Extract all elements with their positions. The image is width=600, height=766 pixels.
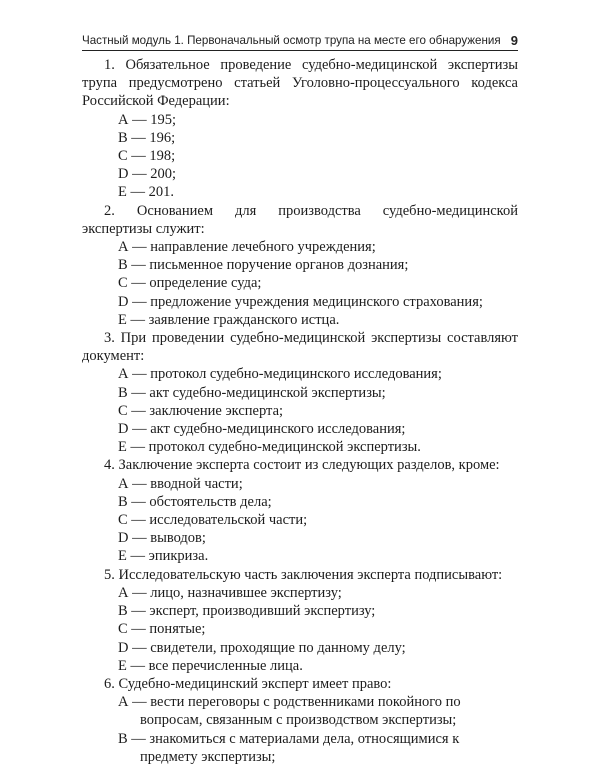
question-text xyxy=(82,675,518,693)
question-block xyxy=(82,456,518,565)
option-letter: D xyxy=(118,639,129,656)
answer-option: С — 198; xyxy=(118,148,176,165)
answer-option: В — акт судебно-медицинской экспертизы; xyxy=(118,384,386,401)
question-text xyxy=(82,56,518,111)
answer-option: Е — 201. xyxy=(118,184,174,201)
option-text: вводной части; xyxy=(150,475,243,492)
option-letter: В xyxy=(118,730,128,747)
answer-option: В — письменное поручение органов дознания; xyxy=(118,257,409,274)
answer-option: А — вводной части; xyxy=(118,475,243,492)
option-text: протокол судебно-медицинской экспертизы. xyxy=(148,439,421,456)
answer-option: А — лицо, назначившее экспертизу; xyxy=(118,584,342,601)
option-text: 200; xyxy=(150,166,177,183)
answer-option: D — свидетели, проходящие по данному делу; xyxy=(118,639,406,656)
option-text: понятые; xyxy=(149,621,206,638)
answer-options xyxy=(82,475,518,566)
option-letter: Е xyxy=(118,184,127,201)
question-text xyxy=(82,202,518,238)
option-letter: С xyxy=(118,275,128,292)
answer-option: Е — все перечисленные лица. xyxy=(118,657,303,674)
question-body: Судебно-медицинский эксперт имеет право: xyxy=(118,675,392,692)
option-text: направление лечебного учреждения; xyxy=(150,239,376,256)
option-text: лицо, назначившее экспертизу; xyxy=(150,584,342,601)
question-number: 1. xyxy=(104,57,115,73)
answer-option: Е — эпикриза. xyxy=(118,548,209,565)
answer-option: В — эксперт, производивший экспертизу; xyxy=(118,603,376,620)
option-letter: А xyxy=(118,366,129,383)
question-text xyxy=(82,329,518,365)
answer-option: С — понятые; xyxy=(118,621,206,638)
option-letter: А xyxy=(118,475,129,492)
option-letter: D xyxy=(118,293,129,310)
answer-option: D — 200; xyxy=(118,166,177,183)
question-block xyxy=(82,56,518,202)
question-number: 6. xyxy=(104,675,115,692)
question-text xyxy=(82,566,518,584)
option-letter: С xyxy=(118,402,128,419)
answer-option: В — 196; xyxy=(118,129,176,146)
option-letter: D xyxy=(118,166,129,183)
question-body: При проведении судебно-медицинской экспертизы составляют документ: xyxy=(82,330,518,365)
option-letter: В xyxy=(118,257,128,274)
answer-option: D — акт судебно-медицинского исследования; xyxy=(118,421,406,438)
option-letter: Е xyxy=(118,311,127,328)
answer-option: А — вести переговоры с родственниками покойного по вопросам, связанным с производством экспертизы; xyxy=(118,694,461,729)
option-text: заявление гражданского истца. xyxy=(148,311,340,328)
question-body: Исследовательскую часть заключения эксперта подписывают: xyxy=(118,566,503,583)
question-text xyxy=(82,456,518,474)
question-number: 4. xyxy=(104,457,115,474)
option-text: 196; xyxy=(149,129,176,146)
answer-option: А — 195; xyxy=(118,111,177,128)
answer-options xyxy=(82,238,518,329)
answer-option: В — обстоятельств дела; xyxy=(118,493,272,510)
option-text: обстоятельств дела; xyxy=(149,493,272,510)
option-text: 198; xyxy=(149,148,176,165)
option-letter: Е xyxy=(118,439,127,456)
option-letter: С xyxy=(118,148,128,165)
option-letter: А xyxy=(118,694,129,711)
answer-option: Е — протокол судебно-медицинской экспертизы. xyxy=(118,439,421,456)
option-text: исследовательской части; xyxy=(149,512,308,529)
option-letter: Е xyxy=(118,548,127,565)
option-letter: В xyxy=(118,493,128,510)
option-text: 201. xyxy=(148,184,174,201)
option-letter: В xyxy=(118,384,128,401)
option-text: свидетели, проходящие по данному делу; xyxy=(150,639,406,656)
question-block xyxy=(82,202,518,329)
answer-option: С — определение суда; xyxy=(118,275,262,292)
answer-option: D — выводов; xyxy=(118,530,206,547)
question-block xyxy=(82,675,518,766)
answer-option: Е — заявление гражданского истца. xyxy=(118,311,340,328)
option-letter: В xyxy=(118,603,128,620)
option-text: заключение эксперта; xyxy=(149,402,284,419)
option-text: эпикриза. xyxy=(148,548,209,565)
option-letter: D xyxy=(118,530,129,547)
running-header xyxy=(82,30,518,51)
page-number: 9 xyxy=(510,33,518,48)
option-text: все перечисленные лица. xyxy=(148,657,303,674)
answer-option: А — протокол судебно-медицинского исследования; xyxy=(118,366,442,383)
running-title: Частный модуль 1. Первоначальный осмотр трупа на месте его обнаружения xyxy=(82,34,501,47)
option-text: предложение учреждения медицинского страхования; xyxy=(150,293,483,310)
answer-option: С — заключение эксперта; xyxy=(118,402,284,419)
option-letter: Е xyxy=(118,657,127,674)
option-text: определение суда; xyxy=(149,275,262,292)
option-text: протокол судебно-медицинского исследования; xyxy=(150,366,442,383)
answer-option: С — исследовательской части; xyxy=(118,512,308,529)
option-letter: В xyxy=(118,129,128,146)
option-letter: С xyxy=(118,512,128,529)
option-text: акт судебно-медицинской экспертизы; xyxy=(149,384,386,401)
question-block xyxy=(82,566,518,675)
answer-options xyxy=(82,111,518,202)
question-number: 3. xyxy=(104,330,115,347)
option-text: 195; xyxy=(150,111,177,128)
answer-option: В — знакомиться с материалами дела, относящимися к предмету экспертизы; xyxy=(118,730,460,765)
option-letter: А xyxy=(118,239,129,256)
question-body: Обязательное проведение судебно-медицинской экспертизы трупа предусмотрено статьей Уголовно-процессуального кодекса Российской Федерации: xyxy=(82,57,519,110)
question-number: 5. xyxy=(104,566,115,583)
option-letter: А xyxy=(118,111,129,128)
option-text: эксперт, производивший экспертизу; xyxy=(149,603,376,620)
answer-options xyxy=(82,584,518,675)
option-text: акт судебно-медицинского исследования; xyxy=(150,421,406,438)
answer-option: D — предложение учреждения медицинского страхования; xyxy=(118,293,483,310)
option-letter: D xyxy=(118,421,129,438)
answer-option: А — направление лечебного учреждения; xyxy=(118,239,376,256)
answer-options xyxy=(82,693,518,766)
option-text: знакомиться с материалами дела, относящимися к предмету экспертизы; xyxy=(140,730,460,765)
option-letter: А xyxy=(118,584,129,601)
question-body: Заключение эксперта состоит из следующих разделов, кроме: xyxy=(118,457,500,474)
question-number: 2. xyxy=(104,202,115,219)
question-block xyxy=(82,329,518,456)
answer-options xyxy=(82,365,518,456)
option-text: письменное поручение органов дознания; xyxy=(149,257,409,274)
option-letter: С xyxy=(118,621,128,638)
option-text: выводов; xyxy=(150,530,206,547)
questions-list xyxy=(82,56,518,766)
option-text: вести переговоры с родственниками покойного по вопросам, связанным с производством экспертизы; xyxy=(140,694,461,729)
question-body: Основанием для производства судебно-медицинской экспертизы служит: xyxy=(82,202,518,237)
